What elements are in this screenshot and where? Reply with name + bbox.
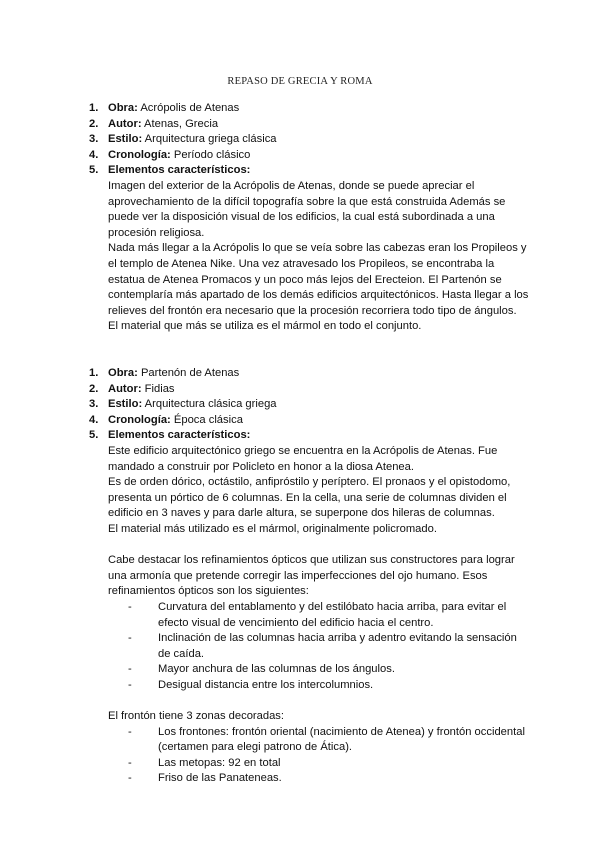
item-number: 4. [89, 413, 99, 426]
bullet-item [108, 725, 529, 756]
description-paragraph: Nada más llegar a la Acrópolis lo que se veía sobre las cabezas eran los Propileos y el templo de Atenea Nike. Una vez atravesado los Propileos, se encontraba la estatua de Atenea Promacos y un poco más lejos del Erecteion. El Partenón se contemplaría más apartado de los demás edificios arquitectónicos. Hasta llegar a los relieves del frontón era necesario que la procesión recorriera todo tipo de ángulos. [108, 242, 529, 317]
description-paragraph: Imagen del exterior de la Acrópolis de Atenas, donde se puede apreciar el aprovechamiento de la difícil topografía sobre la que está construida Además se puede ver la disposición visual de los edificios, la cual está subordinada a una procesión religiosa. [108, 179, 506, 239]
item-label: Estilo: [108, 398, 143, 411]
item-value: Fidias [141, 382, 175, 395]
item-number: 5. [89, 164, 99, 177]
item-value: Arquitectura clásica griega [142, 398, 277, 411]
list-item [89, 413, 529, 429]
bullet-item [108, 756, 529, 772]
item-number: 5. [89, 429, 99, 442]
bullet-text: Mayor anchura de las columnas de los ángulos. [158, 663, 395, 676]
item-label: Cronología: [108, 413, 171, 426]
pediment-intro: El frontón tiene 3 zonas decoradas: [108, 710, 285, 723]
item-label: Elementos característicos: [108, 429, 251, 442]
dash-marker: - [128, 725, 132, 738]
description-paragraph: El material que más se utiliza es el mármol en todo el conjunto. [108, 320, 422, 333]
bullet-text: Los frontones: frontón oriental (nacimiento de Atenea) y frontón occidental (certamen para elegi patrono de Ática). [158, 725, 525, 754]
item-label: Cronología: [108, 148, 171, 161]
work-section-acropolis [89, 101, 529, 335]
item-value: Partenón de Atenas [137, 367, 240, 379]
item-label: Obra: [108, 102, 138, 114]
dash-marker: - [128, 663, 132, 676]
description-paragraph: Este edificio arquitectónico griego se encuentra en la Acrópolis de Atenas. Fue mandado a construir por Policleto en honor a la diosa Atenea. [108, 444, 498, 473]
item-value: Arquitectura griega clásica [142, 133, 277, 146]
bullet-item [108, 600, 529, 631]
item-label: Autor: [108, 382, 142, 395]
work-section-parthenon [89, 366, 529, 787]
description-paragraph: El material más utilizado es el mármol, originalmente policromado. [108, 522, 437, 535]
item-number: 3. [89, 133, 99, 146]
refinements-intro: Cabe destacar los refinamientos ópticos que utilizan sus constructores para lograr una armonía que pretende corregir las imperfecciones del ojo humano. Esos refinamientos ópticos son los siguientes: [108, 554, 515, 598]
bullet-item [108, 771, 529, 787]
item-value: Período clásico [170, 148, 251, 161]
bullet-item [108, 678, 529, 694]
spacer [89, 693, 529, 709]
pediment-list [108, 725, 529, 787]
item-label: Autor: [108, 117, 142, 130]
list-item [89, 132, 529, 148]
item-number: 2. [89, 382, 99, 395]
list-item [89, 366, 529, 382]
item-label: Obra: [108, 367, 138, 379]
item-label: Estilo: [108, 133, 143, 146]
list-item [89, 382, 529, 398]
spacer [89, 538, 529, 554]
dash-marker: - [128, 632, 132, 645]
list-item [89, 117, 529, 133]
item-number: 3. [89, 398, 99, 411]
dash-marker: - [128, 756, 132, 769]
list-item [89, 397, 529, 413]
bullet-item [108, 662, 529, 678]
bullet-text: Las metopas: 92 en total [158, 756, 281, 769]
item-label: Elementos característicos: [108, 164, 251, 177]
item-number: 1. [89, 367, 99, 379]
item-number: 4. [89, 148, 99, 161]
bullet-text: Friso de las Panateneas. [158, 772, 282, 785]
list-item [89, 148, 529, 164]
item-value: Atenas, Grecia [141, 117, 219, 130]
document-title: REPASO DE GRECIA Y ROMA [227, 76, 373, 87]
item-number: 2. [89, 117, 99, 130]
bullet-text: Curvatura del entablamento y del estilóbato hacia arriba, para evitar el efecto visual de vencimiento del edificio hacia el centro. [158, 600, 507, 629]
bullet-text: Inclinación de las columnas hacia arriba y adentro evitando la sensación de caída. [158, 632, 517, 660]
item-value: Acrópolis de Atenas [137, 102, 240, 114]
description-paragraph: Es de orden dórico, octástilo, anfipróstilo y períptero. El pronaos y el opistodomo, presenta un pórtico de 6 columnas. En la cella, una serie de columnas dividen el edificio en 3 naves y para darle altura, se superpone dos hileras de columnas. [108, 476, 511, 520]
list-item [89, 101, 529, 117]
list-item [89, 163, 529, 179]
item-number: 1. [89, 102, 99, 114]
list-item [89, 428, 529, 444]
item-value: Época clásica [170, 413, 243, 426]
bullet-item [108, 631, 529, 662]
refinements-list [108, 600, 529, 694]
bullet-text: Desigual distancia entre los intercolumnios. [158, 678, 374, 691]
dash-marker: - [128, 600, 132, 613]
dash-marker: - [128, 678, 132, 691]
dash-marker: - [128, 772, 132, 785]
